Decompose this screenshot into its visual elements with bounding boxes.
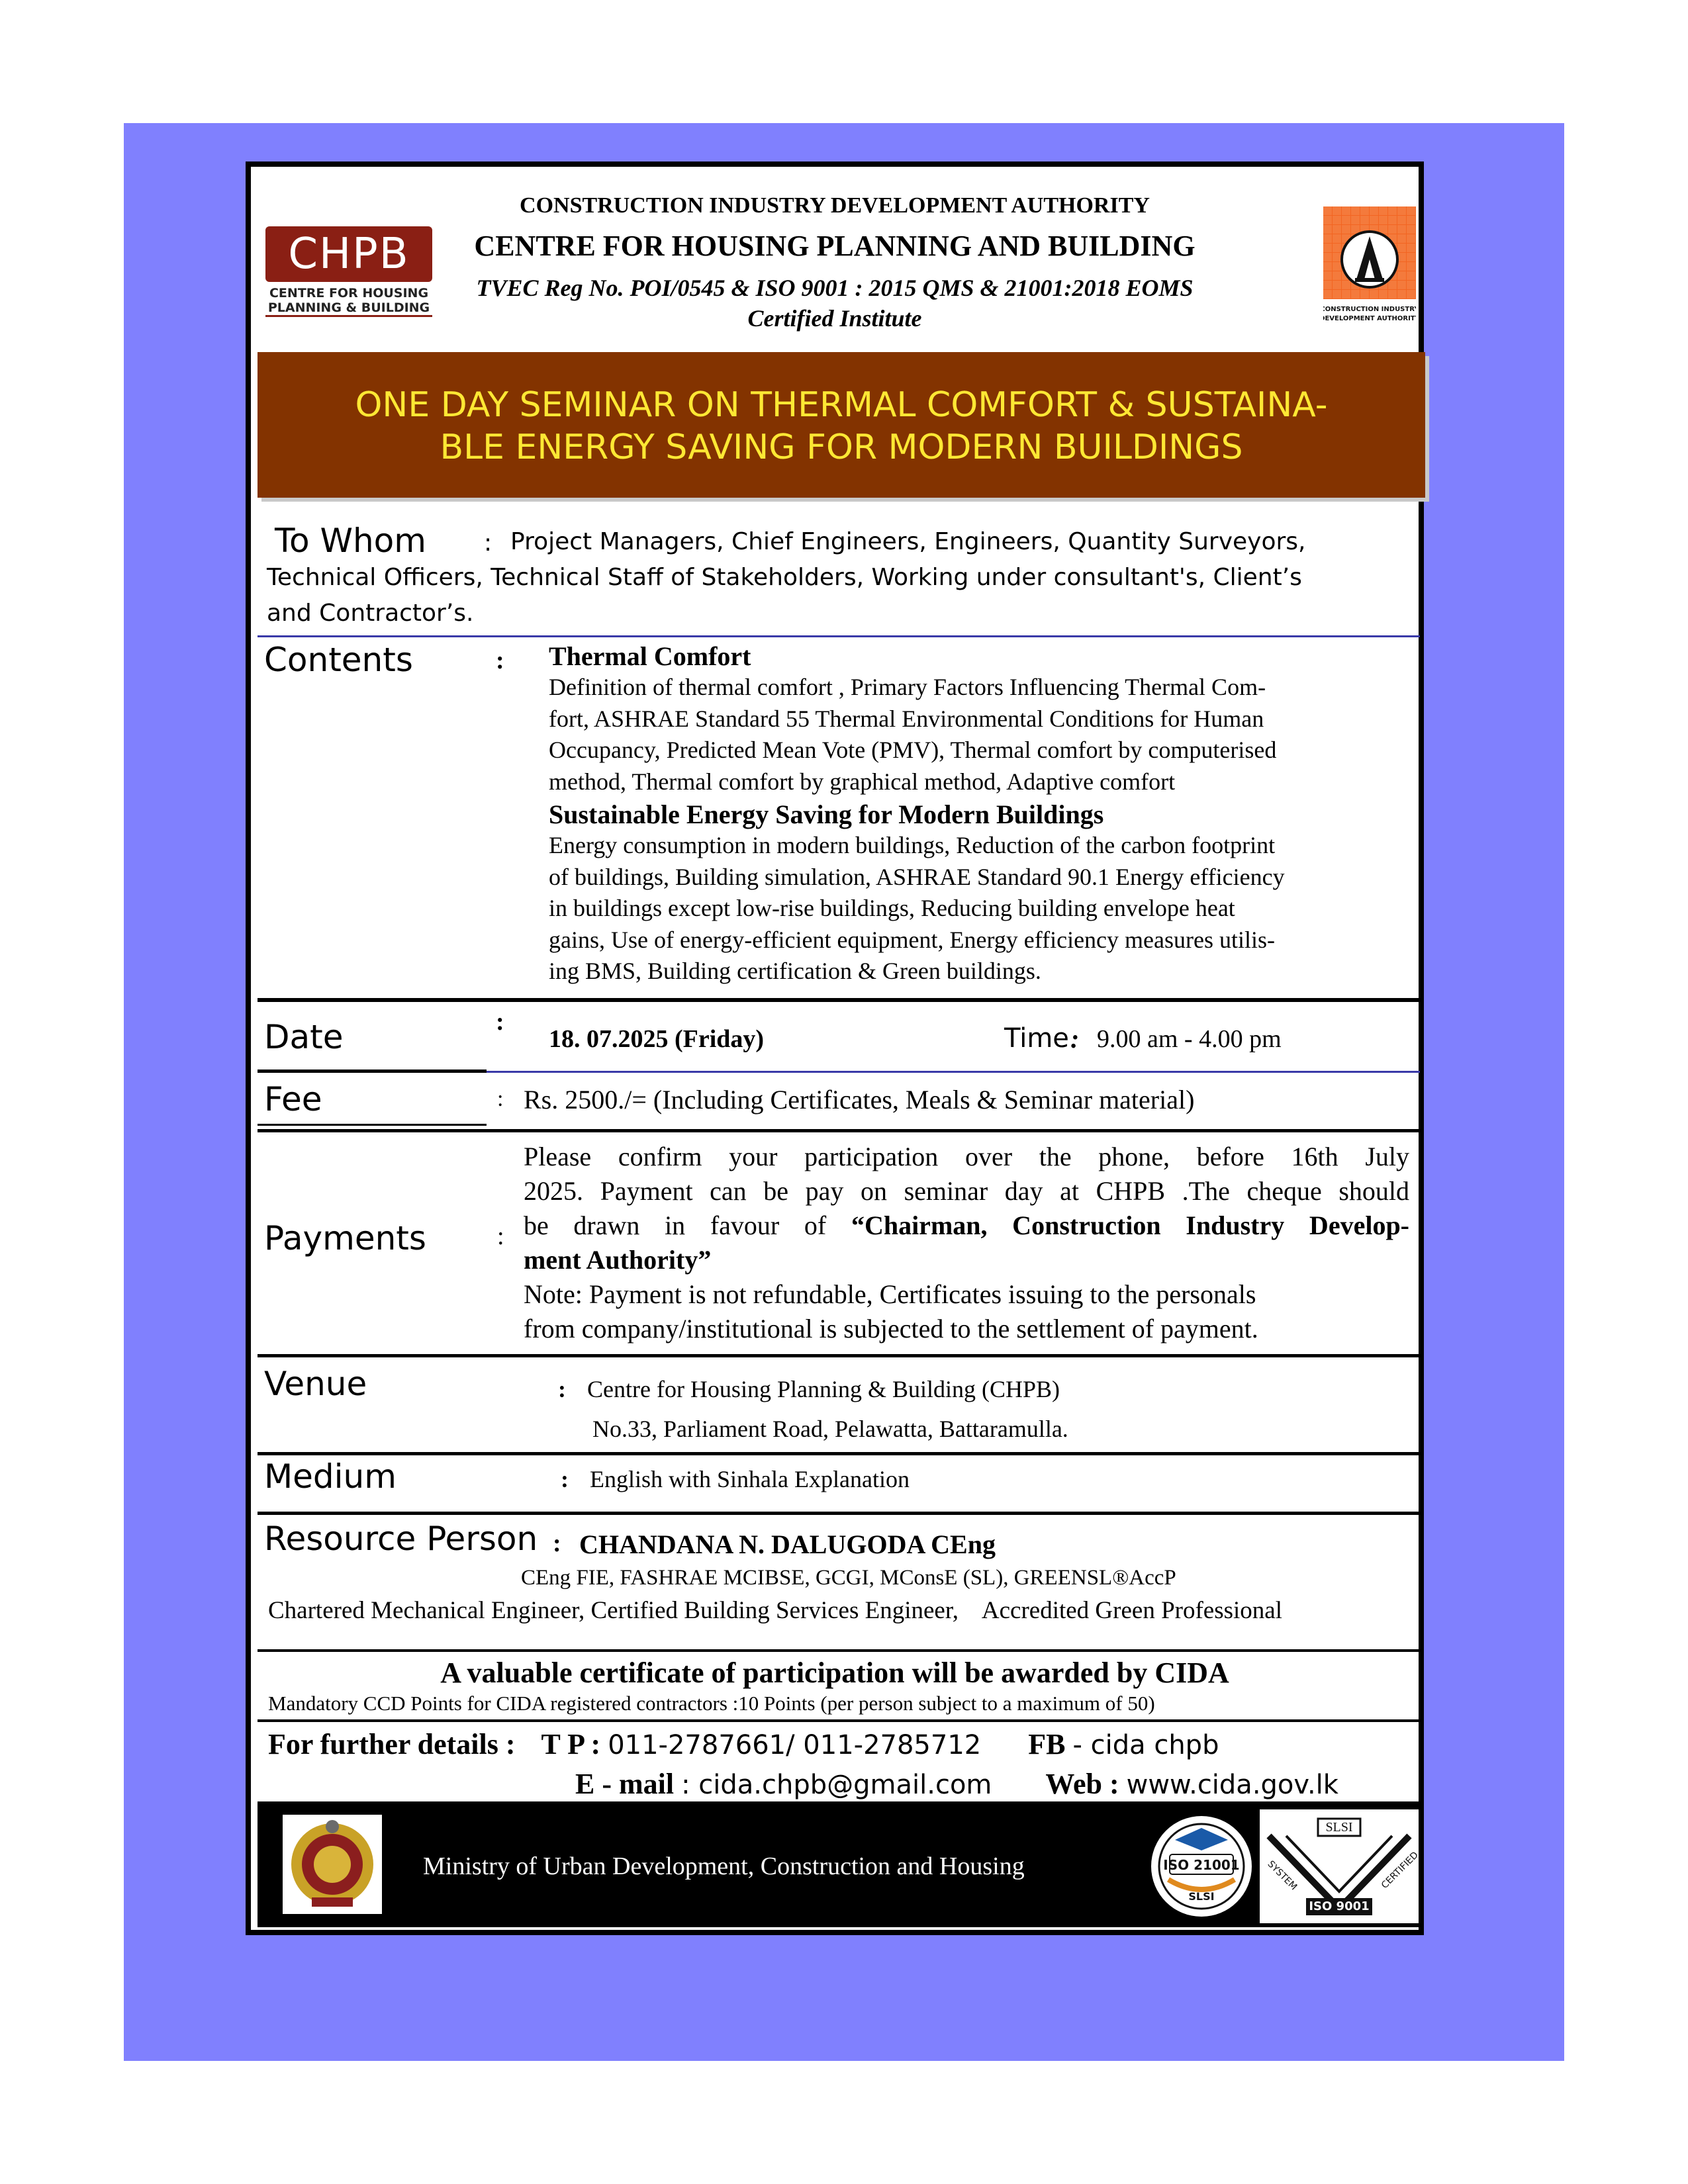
resource-colon: : (553, 1529, 561, 1557)
to-whom-label: To Whom (275, 522, 426, 560)
divider (258, 1069, 487, 1073)
resource-qualifications: CEng FIE, FASHRAE MCIBSE, GCGI, MConsE (SL), GREENSL®AccP (521, 1566, 1176, 1590)
web-value[interactable]: www.cida.gov.lk (1126, 1770, 1338, 1800)
divider (258, 998, 1420, 1002)
payments-payee: “Chairman, Construction Industry Develop- (851, 1210, 1410, 1240)
resource-name: CHANDANA N. DALUGODA CEng (579, 1529, 996, 1559)
contact-label: For further details : (268, 1728, 516, 1760)
payments-colon: : (497, 1222, 504, 1250)
topic-2-title: Sustainable Energy Saving for Modern Buildings (549, 799, 1104, 829)
iso-9001-system: SYSTEM (1265, 1858, 1299, 1893)
tp-value[interactable]: 011-2787661/ 011-2785712 (608, 1730, 982, 1760)
topic-1-line: Definition of thermal comfort , Primary Factors Influencing Thermal Com- (549, 674, 1266, 700)
contents-label: Contents (264, 641, 413, 679)
certified-line: Certified Institute (747, 305, 922, 332)
fee-value: Rs. 2500./= (Including Certificates, Meals & Seminar material) (524, 1085, 1195, 1115)
date-value: 18. 07.2025 (Friday) (549, 1025, 765, 1053)
contact-row-2 (575, 1767, 1338, 1801)
seminar-flyer (246, 161, 1424, 1935)
fb-label: FB (1028, 1728, 1066, 1760)
email-value[interactable]: : cida.chpb@gmail.com (681, 1770, 992, 1800)
to-whom-line-1: Project Managers, Chief Engineers, Engineers, Quantity Surveyors, (510, 528, 1306, 555)
divider (258, 1719, 1420, 1722)
cida-logo (1323, 206, 1416, 326)
contents-colon: : (496, 647, 504, 674)
title-banner (258, 352, 1425, 498)
divider (258, 1649, 1420, 1652)
topic-2-line: ing BMS, Building certification & Green buildings. (549, 958, 1041, 984)
to-whom-colon: : (484, 529, 492, 557)
contact-row-1 (268, 1727, 1219, 1761)
iso-9001-logo (1260, 1809, 1419, 1923)
venue-line-2: No.33, Parliament Road, Pelawatta, Battaramulla. (592, 1416, 1068, 1442)
certificate-cpd: Mandatory CCD Points for CIDA registered contractors :10 Points (per person subject to a maximum of 50) (268, 1692, 1155, 1715)
iso-21001-text: ISO 21001 (1163, 1857, 1240, 1873)
payments-body (524, 1140, 1409, 1346)
tp-label: T P : (541, 1728, 601, 1760)
date-label: Date (264, 1018, 344, 1056)
divider (258, 1354, 1420, 1357)
chpb-logo-text: CHPB (265, 226, 432, 282)
topic-1-title: Thermal Comfort (549, 641, 751, 671)
topic-2-line: gains, Use of energy-efficient equipment, Energy efficiency measures utilis- (549, 926, 1275, 953)
time-value: 9.00 am - 4.00 pm (1097, 1025, 1282, 1053)
fee-label: Fee (264, 1080, 322, 1118)
date-colon: : (496, 1008, 504, 1036)
divider (487, 1071, 1420, 1073)
centre-name: CENTRE FOR HOUSING PLANNING AND BUILDING (474, 230, 1196, 262)
venue-colon: : (558, 1376, 566, 1402)
payments-line-1: Please confirm your participation over the phone, before 16th July (524, 1142, 1409, 1171)
divider (258, 1129, 1420, 1132)
email-label: E - mail (575, 1768, 675, 1800)
chpb-logo-subtitle-2: PLANNING & BUILDING (265, 300, 432, 317)
authority-name: CONSTRUCTION INDUSTRY DEVELOPMENT AUTHORITY (520, 193, 1150, 218)
time-label: Time (1004, 1023, 1069, 1054)
to-whom-line-3: and Contractor’s. (267, 600, 474, 627)
divider (258, 1124, 487, 1126)
certificate-headline: A valuable certificate of participation will be awarded by CIDA (440, 1657, 1229, 1689)
payments-line-3-prefix: be drawn in favour of (524, 1210, 827, 1240)
fb-value[interactable]: - cida chpb (1072, 1730, 1219, 1760)
sri-lanka-emblem-icon (283, 1815, 382, 1914)
iso-9001-slsi: SLSI (1325, 1820, 1353, 1835)
divider (258, 1512, 1420, 1515)
divider (258, 635, 1420, 637)
iso-21001-slsi: SLSI (1188, 1890, 1215, 1903)
resource-label: Resource Person (264, 1520, 538, 1558)
iso-9001-text: ISO 9001 (1309, 1899, 1370, 1913)
chpb-logo-subtitle-1: CENTRE FOR HOUSING (269, 286, 429, 300)
iso-21001-logo (1149, 1813, 1254, 1919)
topic-1-line: method, Thermal comfort by graphical method, Adaptive comfort (549, 768, 1176, 795)
title-line-2: BLE ENERGY SAVING FOR MODERN BUILDINGS (440, 428, 1243, 467)
topic-1-line: fort, ASHRAE Standard 55 Thermal Environmental Conditions for Human (549, 705, 1264, 732)
medium-value: English with Sinhala Explanation (590, 1466, 910, 1492)
topic-2-line: Energy consumption in modern buildings, Reduction of the carbon footprint (549, 832, 1276, 858)
web-label: Web : (1045, 1768, 1119, 1800)
payments-line-2: 2025. Payment can be pay on seminar day at CHPB .The cheque should (524, 1176, 1409, 1206)
contents-body (549, 641, 1423, 987)
payments-note-2: from company/institutional is subjected to the settlement of payment. (524, 1314, 1258, 1343)
payments-payee-cont: ment Authority” (524, 1245, 712, 1275)
to-whom-line-2: Technical Officers, Technical Staff of Stakeholders, Working under consultant's, Client’s (267, 564, 1302, 591)
footer-bar (258, 1801, 1420, 1927)
registration-line: TVEC Reg No. POI/0545 & ISO 9001 : 2015 QMS & 21001:2018 EOMS (476, 275, 1194, 301)
venue-label: Venue (264, 1365, 367, 1403)
fee-colon: : (497, 1087, 504, 1111)
ministry-name: Ministry of Urban Development, Construction and Housing (423, 1852, 1025, 1880)
svg-text:CONSTRUCTION INDUSTRY: CONSTRUCTION INDUSTRY (1323, 306, 1416, 313)
payments-label: Payments (264, 1219, 426, 1257)
time-colon: : (1070, 1024, 1080, 1054)
medium-colon: : (561, 1466, 569, 1492)
payments-note-1: Note: Payment is not refundable, Certificates issuing to the personals (524, 1279, 1256, 1309)
iso-9001-certified: CERTIFIED (1379, 1849, 1421, 1891)
venue-line-1: Centre for Housing Planning & Building (CHPB) (587, 1376, 1060, 1402)
resource-description: Chartered Mechanical Engineer, Certified Building Services Engineer, Accredited Green Professional (268, 1597, 1282, 1624)
medium-label: Medium (264, 1457, 397, 1496)
divider (258, 1452, 1420, 1455)
title-line-1: ONE DAY SEMINAR ON THERMAL COMFORT & SUSTAINA- (355, 385, 1328, 425)
topic-2-line: in buildings except low-rise buildings, Reducing building envelope heat (549, 895, 1235, 921)
topic-2-line: of buildings, Building simulation, ASHRAE Standard 90.1 Energy efficiency (549, 863, 1285, 890)
topic-1-line: Occupancy, Predicted Mean Vote (PMV), Thermal comfort by computerised (549, 737, 1277, 763)
svg-text:DEVELOPMENT AUTHORITY: DEVELOPMENT AUTHORITY (1323, 315, 1416, 322)
